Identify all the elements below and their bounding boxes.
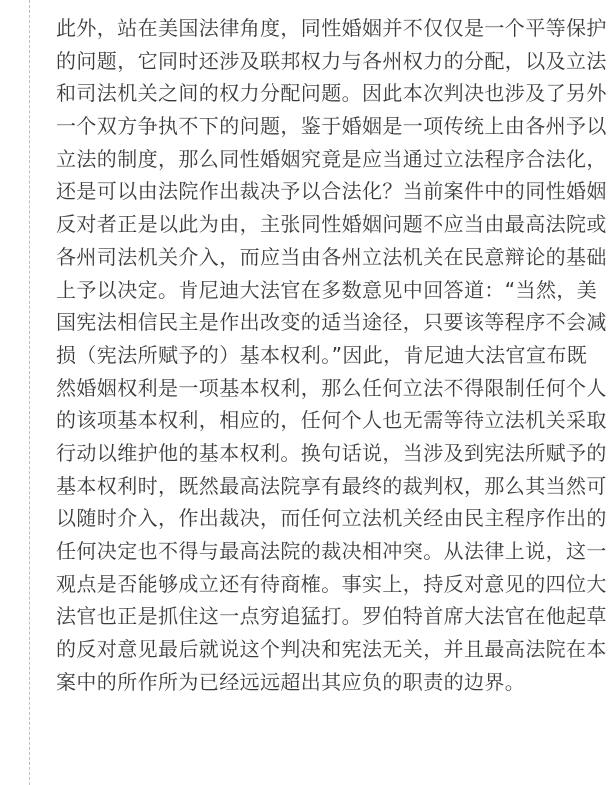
text-line: 任何决定也不得与最高法院的裁决相冲突。从法律上说，这一: [56, 539, 607, 563]
text-line: 损（宪法所赋予的）基本权利。”因此，肯尼迪大法官宣布既: [56, 342, 588, 367]
text-line: 和司法机关之间的权力分配问题。因此本次判决也涉及了另外: [56, 81, 607, 106]
text-line: 反对者正是以此为由，主张同性婚姻问题不应当由最高法院或: [56, 212, 607, 237]
text-line: 的问题，它同时还涉及联邦权力与各州权力的分配，以及立法: [56, 48, 607, 73]
text-line: 案中的所作所为已经远远超出其应负的职责的边界。: [56, 669, 526, 694]
text-line: 各州司法机关介入，而应当由各州立法机关在民意辩论的基础: [56, 244, 607, 269]
text-line: 然婚姻权利是一项基本权利，那么任何立法不得限制任何个人: [56, 375, 607, 400]
text-line: 此外，站在美国法律角度，同性婚姻并不仅仅是一个平等保护: [56, 16, 607, 40]
text-line: 上予以决定。肯尼迪大法官在多数意见中回答道：“当然，美: [56, 277, 598, 302]
text-line: 还是可以由法院作出裁决予以合法化？当前案件中的同性婚姻: [56, 179, 607, 204]
text-line: 基本权利时，既然最高法院享有最终的裁判权，那么其当然可: [56, 473, 607, 498]
text-line: 行动以维护他的基本权利。换句话说，当涉及到宪法所赋予的: [56, 440, 607, 465]
text-line: 以随时介入，作出裁决，而任何立法机关经由民主程序作出的: [56, 506, 607, 531]
article-paragraph: [56, 12, 612, 698]
left-dashed-rule: [29, 0, 30, 785]
text-line: 国宪法相信民主是作出改变的适当途径，只要该等程序不会减: [56, 310, 607, 335]
text-line: 法官也正是抓住这一点穷追猛打。罗伯特首席大法官在他起草: [56, 604, 607, 629]
text-line: 立法的制度，那么同性婚姻究竟是应当通过立法程序合法化，: [56, 146, 607, 171]
text-line: 的反对意见最后就说这个判决和宪法无关，并且最高法院在本: [56, 637, 607, 662]
text-line: 一个双方争执不下的问题，鉴于婚姻是一项传统上由各州予以: [56, 114, 607, 139]
text-line: 观点是否能够成立还有待商榷。事实上，持反对意见的四位大: [56, 571, 607, 596]
text-line: 的该项基本权利，相应的，任何个人也无需等待立法机关采取: [56, 408, 607, 433]
